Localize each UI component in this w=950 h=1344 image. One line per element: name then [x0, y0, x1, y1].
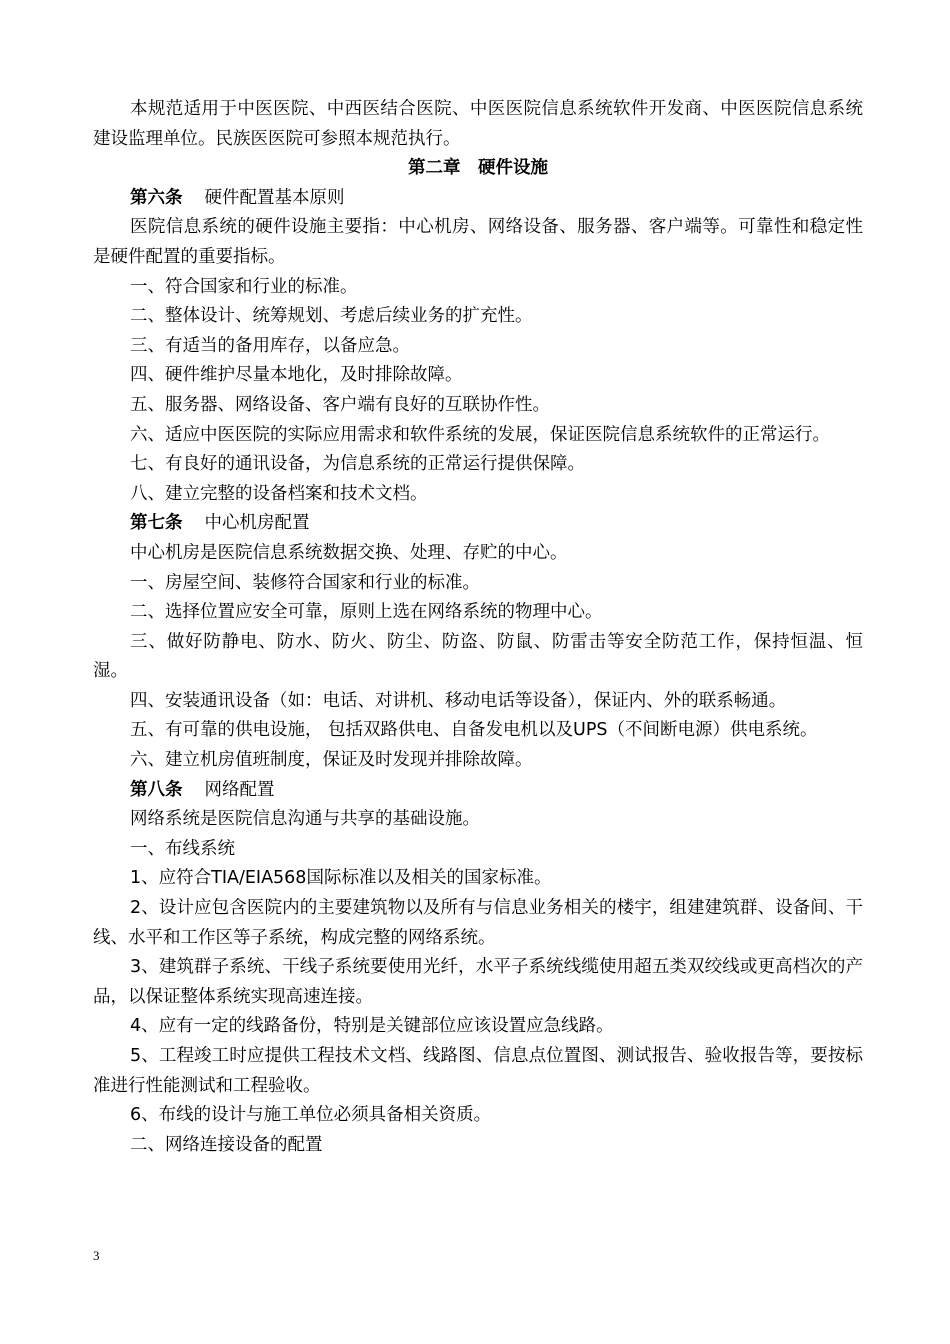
list-item: 五、服务器、网络设备、客户端有良好的互联协作性。 [130, 394, 550, 415]
list-item: 四、安装通讯设备（如：电话、对讲机、移动电话等设备），保证内、外的联系畅通。 [130, 690, 787, 711]
list-item: 二、选择位置应安全可靠，原则上选在网络系统的物理中心。 [130, 602, 603, 623]
paragraph: 医院信息系统的硬件设施主要指：中心机房、网络设备、服务器、客户端等。可靠性和稳定性是硬件配置的重要指标。 [93, 217, 863, 267]
document-body [93, 95, 863, 1160]
list-item: 5、工程竣工时应提供工程技术文档、线路图、信息点位置图、测试报告、验收报告等，要按标准进行性能测试和工程验收。 [93, 1046, 863, 1096]
list-item: 七、有良好的通讯设备，为信息系统的正常运行提供保障。 [130, 454, 585, 475]
list-item: 6、布线的设计与施工单位必须具备相关资质。 [130, 1105, 492, 1126]
list-item: 五、有可靠的供电设施， 包括双路供电、自备发电机以及UPS（不间断电源）供电系统。 [130, 720, 818, 741]
list-item: 三、有适当的备用库存，以备应急。 [130, 335, 410, 356]
article-number: 第六条 [130, 187, 183, 208]
article-title: 硬件配置基本原则 [204, 187, 345, 208]
article-number: 第七条 [130, 513, 183, 534]
article-title: 网络配置 [204, 779, 275, 800]
list-item: 三、做好防静电、防水、防火、防尘、防盗、防鼠、防雷击等安全防范工作，保持恒温、恒湿。 [93, 631, 863, 682]
paragraph: 网络系统是医院信息沟通与共享的基础设施。 [130, 809, 480, 830]
list-item: 六、适应中医医院的实际应用需求和软件系统的发展，保证医院信息系统软件的正常运行。 [130, 424, 830, 445]
list-item: 六、建立机房值班制度，保证及时发现并排除故障。 [130, 750, 533, 771]
list-item: 二、整体设计、统筹规划、考虑后续业务的扩充性。 [130, 306, 533, 327]
list-item: 一、符合国家和行业的标准。 [130, 276, 358, 297]
list-item: 4、应有一定的线路备份，特别是关键部位应该设置应急线路。 [130, 1016, 614, 1037]
article-heading [93, 509, 863, 539]
list-item: 八、建立完整的设备档案和技术文档。 [130, 483, 428, 504]
article-title: 中心机房配置 [204, 513, 310, 534]
list-item: 1、应符合TIA/EIA568国际标准以及相关的国家标准。 [130, 868, 552, 889]
list-item: 2、设计应包含医院内的主要建筑物以及所有与信息业务相关的楼宇，组建建筑群、设备间、干线、水平和工作区等子系统，构成完整的网络系统。 [93, 898, 863, 948]
article-number: 第八条 [130, 779, 183, 800]
paragraph: 中心机房是医院信息系统数据交换、处理、存贮的中心。 [130, 542, 568, 563]
article-heading [93, 776, 863, 806]
list-item: 一、布线系统 [130, 838, 235, 859]
paragraph: 本规范适用于中医医院、中西医结合医院、中医医院信息系统软件开发商、中医医院信息系统建设监理单位。民族医医院可参照本规范执行。 [93, 99, 863, 149]
list-item: 一、房屋空间、装修符合国家和行业的标准。 [130, 572, 480, 593]
list-item: 二、网络连接设备的配置 [130, 1134, 323, 1155]
list-item: 四、硬件维护尽量本地化，及时排除故障。 [130, 365, 463, 386]
list-item: 3、建筑群子系统、干线子系统要使用光纤，水平子系统线缆使用超五类双绞线或更高档次的产品，以保证整体系统实现高速连接。 [93, 957, 863, 1007]
article-heading [93, 184, 863, 214]
page-number: 3 [93, 1248, 100, 1263]
chapter-title: 第二章 硬件设施 [408, 158, 548, 179]
